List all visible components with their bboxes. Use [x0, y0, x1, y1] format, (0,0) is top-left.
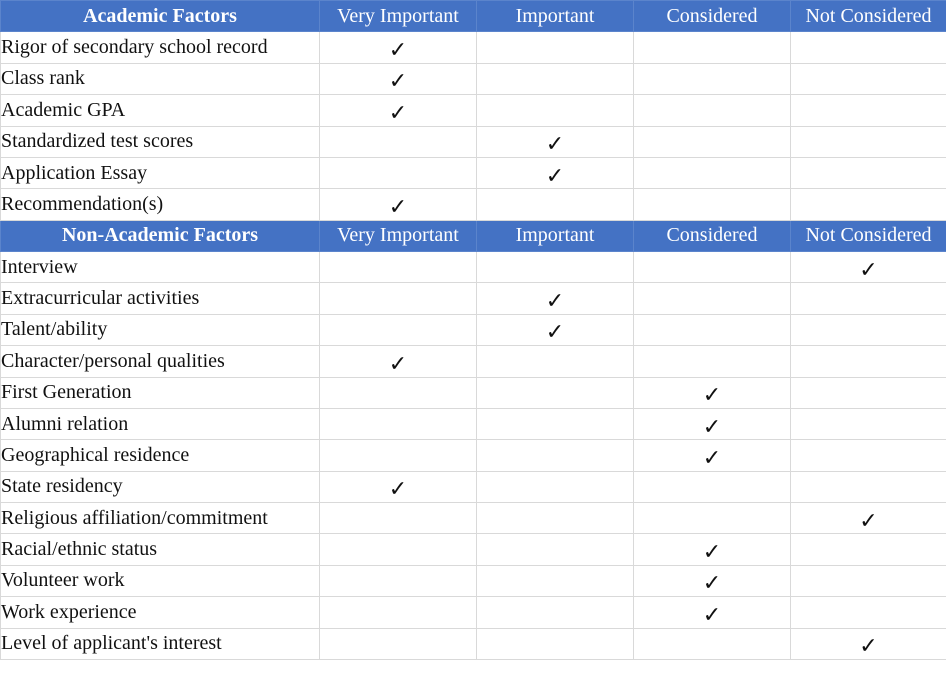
- rating-cell: [791, 314, 946, 345]
- rating-cell: [791, 503, 946, 534]
- table-row: [1, 157, 946, 188]
- table-row: [1, 346, 946, 377]
- rating-cell: [320, 157, 477, 188]
- factor-label: State residency: [1, 471, 320, 502]
- rating-cell: [477, 503, 634, 534]
- factor-label: Work experience: [1, 597, 320, 628]
- rating-cell: [634, 534, 791, 565]
- rating-cell: [634, 346, 791, 377]
- rating-cell: [634, 95, 791, 126]
- rating-cell: [634, 408, 791, 439]
- rating-cell: [477, 189, 634, 220]
- factor-label: Interview: [1, 252, 320, 283]
- rating-cell: [634, 283, 791, 314]
- table-row: [1, 32, 946, 63]
- non-academic-header-row: [1, 220, 946, 251]
- rating-cell: [791, 126, 946, 157]
- column-header-considered: Considered: [634, 1, 791, 32]
- rating-cell: [477, 32, 634, 63]
- factor-label: Recommendation(s): [1, 189, 320, 220]
- rating-cell: [791, 157, 946, 188]
- rating-cell: [634, 503, 791, 534]
- rating-cell: [477, 628, 634, 659]
- table-row: [1, 565, 946, 596]
- rating-cell: [634, 440, 791, 471]
- rating-cell: [634, 597, 791, 628]
- checkmark-icon: ✓: [859, 634, 878, 660]
- checkmark-icon: ✓: [545, 163, 565, 189]
- checkmark-icon: ✓: [545, 289, 565, 315]
- checkmark-icon: ✓: [545, 320, 565, 346]
- table-row: [1, 63, 946, 94]
- rating-cell: [320, 283, 477, 314]
- factor-label: Level of applicant's interest: [1, 628, 320, 659]
- table-row: [1, 471, 946, 502]
- factor-label: Volunteer work: [1, 565, 320, 596]
- checkmark-icon: ✓: [702, 445, 722, 471]
- rating-cell: [634, 565, 791, 596]
- column-header-important: Important: [477, 220, 634, 251]
- rating-cell: [477, 252, 634, 283]
- factor-label: Standardized test scores: [1, 126, 320, 157]
- rating-cell: [791, 346, 946, 377]
- rating-cell: [320, 503, 477, 534]
- academic-header-row: [1, 1, 946, 32]
- checkmark-icon: ✓: [702, 540, 722, 566]
- rating-cell: [477, 346, 634, 377]
- column-header-not-considered: Not Considered: [791, 220, 946, 251]
- rating-cell: [477, 408, 634, 439]
- factors-table-body: [1, 1, 946, 660]
- checkmark-icon: ✓: [388, 69, 408, 95]
- table-row: [1, 440, 946, 471]
- checkmark-icon: ✓: [859, 508, 878, 534]
- table-row: [1, 126, 946, 157]
- factor-label: Application Essay: [1, 157, 320, 188]
- rating-cell: [791, 95, 946, 126]
- rating-cell: [634, 189, 791, 220]
- rating-cell: [791, 471, 946, 502]
- rating-cell: [477, 314, 634, 345]
- factor-label: Religious affiliation/commitment: [1, 503, 320, 534]
- column-header-not-considered: Not Considered: [791, 1, 946, 32]
- rating-cell: [791, 63, 946, 94]
- rating-cell: [634, 32, 791, 63]
- rating-cell: [791, 377, 946, 408]
- rating-cell: [634, 314, 791, 345]
- rating-cell: [320, 189, 477, 220]
- rating-cell: [320, 565, 477, 596]
- table-row: [1, 189, 946, 220]
- column-header-considered: Considered: [634, 220, 791, 251]
- rating-cell: [791, 440, 946, 471]
- table-row: [1, 283, 946, 314]
- factor-label: First Generation: [1, 377, 320, 408]
- rating-cell: [634, 63, 791, 94]
- non-academic-section-title: Non-Academic Factors: [1, 220, 320, 251]
- column-header-very-important: Very Important: [320, 1, 477, 32]
- rating-cell: [320, 252, 477, 283]
- rating-cell: [477, 565, 634, 596]
- rating-cell: [634, 157, 791, 188]
- checkmark-icon: ✓: [388, 38, 408, 64]
- rating-cell: [320, 126, 477, 157]
- academic-section-title: Academic Factors: [1, 1, 320, 32]
- checkmark-icon: ✓: [702, 602, 722, 628]
- rating-cell: [634, 628, 791, 659]
- rating-cell: [320, 63, 477, 94]
- rating-cell: [320, 597, 477, 628]
- rating-cell: [791, 565, 946, 596]
- factor-label: Talent/ability: [1, 314, 320, 345]
- factor-label: Rigor of secondary school record: [1, 32, 320, 63]
- rating-cell: [320, 408, 477, 439]
- rating-cell: [634, 252, 791, 283]
- rating-cell: [791, 597, 946, 628]
- rating-cell: [477, 126, 634, 157]
- table-row: [1, 408, 946, 439]
- rating-cell: [320, 440, 477, 471]
- table-row: [1, 314, 946, 345]
- factor-label: Class rank: [1, 63, 320, 94]
- rating-cell: [477, 597, 634, 628]
- table-row: [1, 95, 946, 126]
- rating-cell: [320, 534, 477, 565]
- rating-cell: [477, 471, 634, 502]
- rating-cell: [477, 157, 634, 188]
- factor-label: Geographical residence: [1, 440, 320, 471]
- factor-label: Alumni relation: [1, 408, 320, 439]
- rating-cell: [320, 377, 477, 408]
- column-header-very-important: Very Important: [320, 220, 477, 251]
- checkmark-icon: ✓: [388, 100, 408, 126]
- rating-cell: [477, 95, 634, 126]
- rating-cell: [634, 377, 791, 408]
- table-row: [1, 377, 946, 408]
- rating-cell: [791, 189, 946, 220]
- rating-cell: [634, 126, 791, 157]
- rating-cell: [791, 252, 946, 283]
- factor-label: Extracurricular activities: [1, 283, 320, 314]
- factor-label: Character/personal qualities: [1, 346, 320, 377]
- column-header-important: Important: [477, 1, 634, 32]
- rating-cell: [634, 471, 791, 502]
- rating-cell: [477, 534, 634, 565]
- table-row: [1, 628, 946, 659]
- checkmark-icon: ✓: [545, 132, 565, 158]
- rating-cell: [477, 377, 634, 408]
- checkmark-icon: ✓: [388, 351, 408, 377]
- rating-cell: [477, 440, 634, 471]
- rating-cell: [320, 314, 477, 345]
- rating-cell: [320, 95, 477, 126]
- table-row: [1, 252, 946, 283]
- rating-cell: [791, 628, 946, 659]
- factor-label: Academic GPA: [1, 95, 320, 126]
- checkmark-icon: ✓: [702, 571, 722, 597]
- checkmark-icon: ✓: [702, 414, 722, 440]
- rating-cell: [320, 471, 477, 502]
- factor-label: Racial/ethnic status: [1, 534, 320, 565]
- checkmark-icon: ✓: [388, 194, 408, 220]
- rating-cell: [791, 408, 946, 439]
- rating-cell: [477, 283, 634, 314]
- rating-cell: [791, 283, 946, 314]
- checkmark-icon: ✓: [702, 383, 722, 409]
- table-row: [1, 534, 946, 565]
- rating-cell: [477, 63, 634, 94]
- checkmark-icon: ✓: [388, 477, 408, 503]
- rating-cell: [320, 628, 477, 659]
- table-row: [1, 597, 946, 628]
- table-row: [1, 503, 946, 534]
- rating-cell: [791, 534, 946, 565]
- rating-cell: [320, 32, 477, 63]
- checkmark-icon: ✓: [859, 257, 878, 283]
- rating-cell: [320, 346, 477, 377]
- rating-cell: [791, 32, 946, 63]
